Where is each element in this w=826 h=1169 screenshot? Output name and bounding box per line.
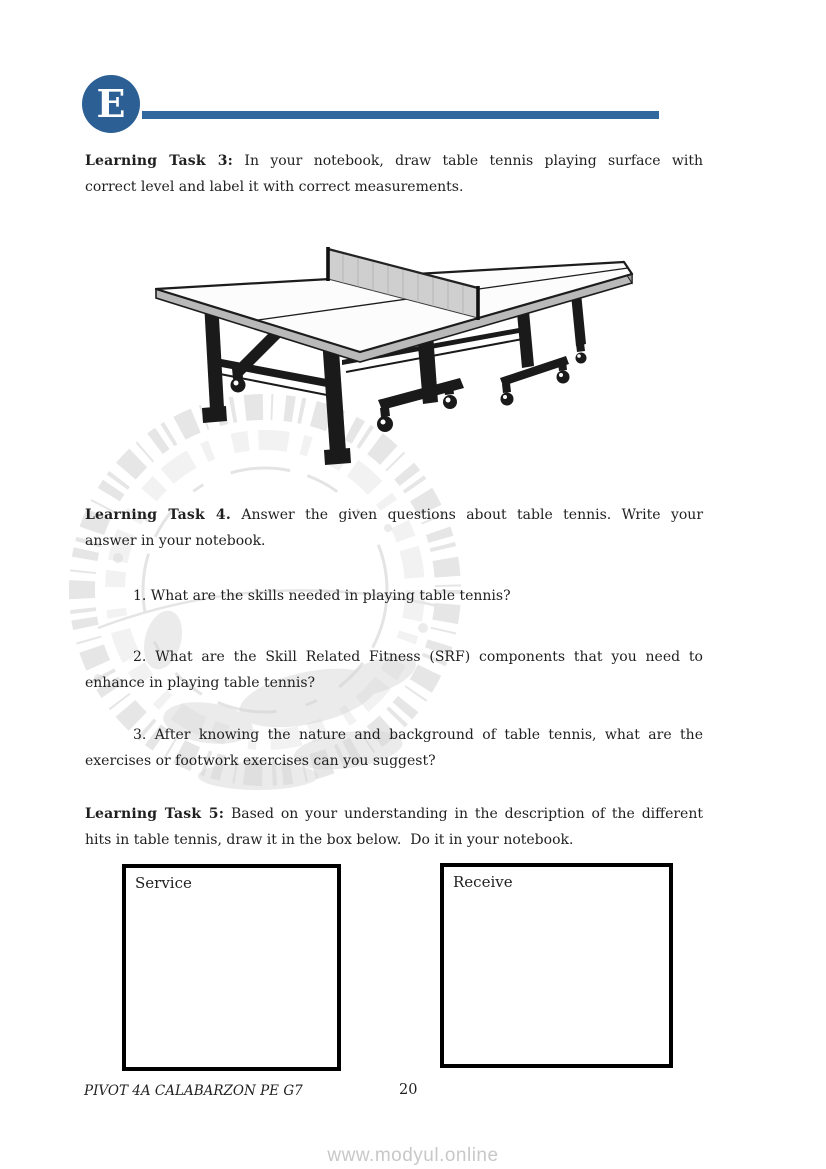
service-drawing-box bbox=[122, 864, 341, 1071]
footer-page-number: 20 bbox=[399, 1082, 418, 1098]
task5-text1: Based on your understanding in the description of the different bbox=[230, 806, 703, 822]
question-2 bbox=[85, 644, 703, 696]
task5-line1 bbox=[85, 801, 703, 827]
net-post-left bbox=[326, 247, 330, 281]
e-section-badge bbox=[82, 75, 140, 133]
question-2-text1: 2. What are the Skill Related Fitness (SRF) components that you need to bbox=[133, 649, 703, 665]
service-box-label: Service bbox=[135, 874, 192, 892]
net-post-right bbox=[476, 286, 480, 320]
task4-line2 bbox=[85, 528, 703, 554]
task5-label: Learning Task 5: bbox=[85, 806, 225, 822]
table-tennis-table-illustration bbox=[128, 232, 658, 482]
footer-module-code: PIVOT 4A CALABARZON PE G7 bbox=[84, 1083, 303, 1099]
question-2-line2 bbox=[85, 670, 703, 696]
task3-text1: In your notebook, draw table tennis playing surface with bbox=[244, 153, 703, 169]
question-1 bbox=[85, 583, 703, 609]
task5-paragraph bbox=[85, 801, 703, 853]
task3-line2 bbox=[85, 174, 703, 200]
task4-line1 bbox=[85, 502, 703, 528]
question-2-text2: enhance in playing table tennis? bbox=[85, 675, 316, 691]
question-3-line1 bbox=[85, 722, 703, 748]
e-section-badge-letter: E bbox=[96, 81, 126, 126]
task3-paragraph bbox=[85, 148, 703, 200]
task5-line2 bbox=[85, 827, 703, 853]
task5-text2: hits in table tennis, draw it in the box below. Do it in your notebook. bbox=[85, 832, 574, 848]
question-1-line1 bbox=[85, 583, 703, 609]
question-3-text2: exercises or footwork exercises can you suggest? bbox=[85, 753, 436, 769]
header-rule bbox=[142, 111, 659, 119]
site-watermark: www.modyul.online bbox=[327, 1145, 499, 1166]
task4-text1: Answer the given questions about table tennis. Write your bbox=[241, 507, 704, 523]
task4-label: Learning Task 4. bbox=[85, 507, 231, 523]
task4-paragraph bbox=[85, 502, 703, 554]
question-3 bbox=[85, 722, 703, 774]
question-3-text1: 3. After knowing the nature and background of table tennis, what are the bbox=[133, 727, 703, 743]
task3-label: Learning Task 3: bbox=[85, 153, 234, 169]
question-1-text: 1. What are the skills needed in playing table tennis? bbox=[133, 588, 511, 604]
question-2-line1 bbox=[85, 644, 703, 670]
task4-text2: answer in your notebook. bbox=[85, 533, 266, 549]
question-3-line2 bbox=[85, 748, 703, 774]
receive-drawing-box bbox=[440, 863, 673, 1068]
task3-line1 bbox=[85, 148, 703, 174]
task3-text2: correct level and label it with correct measurements. bbox=[85, 179, 464, 195]
receive-box-label: Receive bbox=[453, 873, 513, 891]
